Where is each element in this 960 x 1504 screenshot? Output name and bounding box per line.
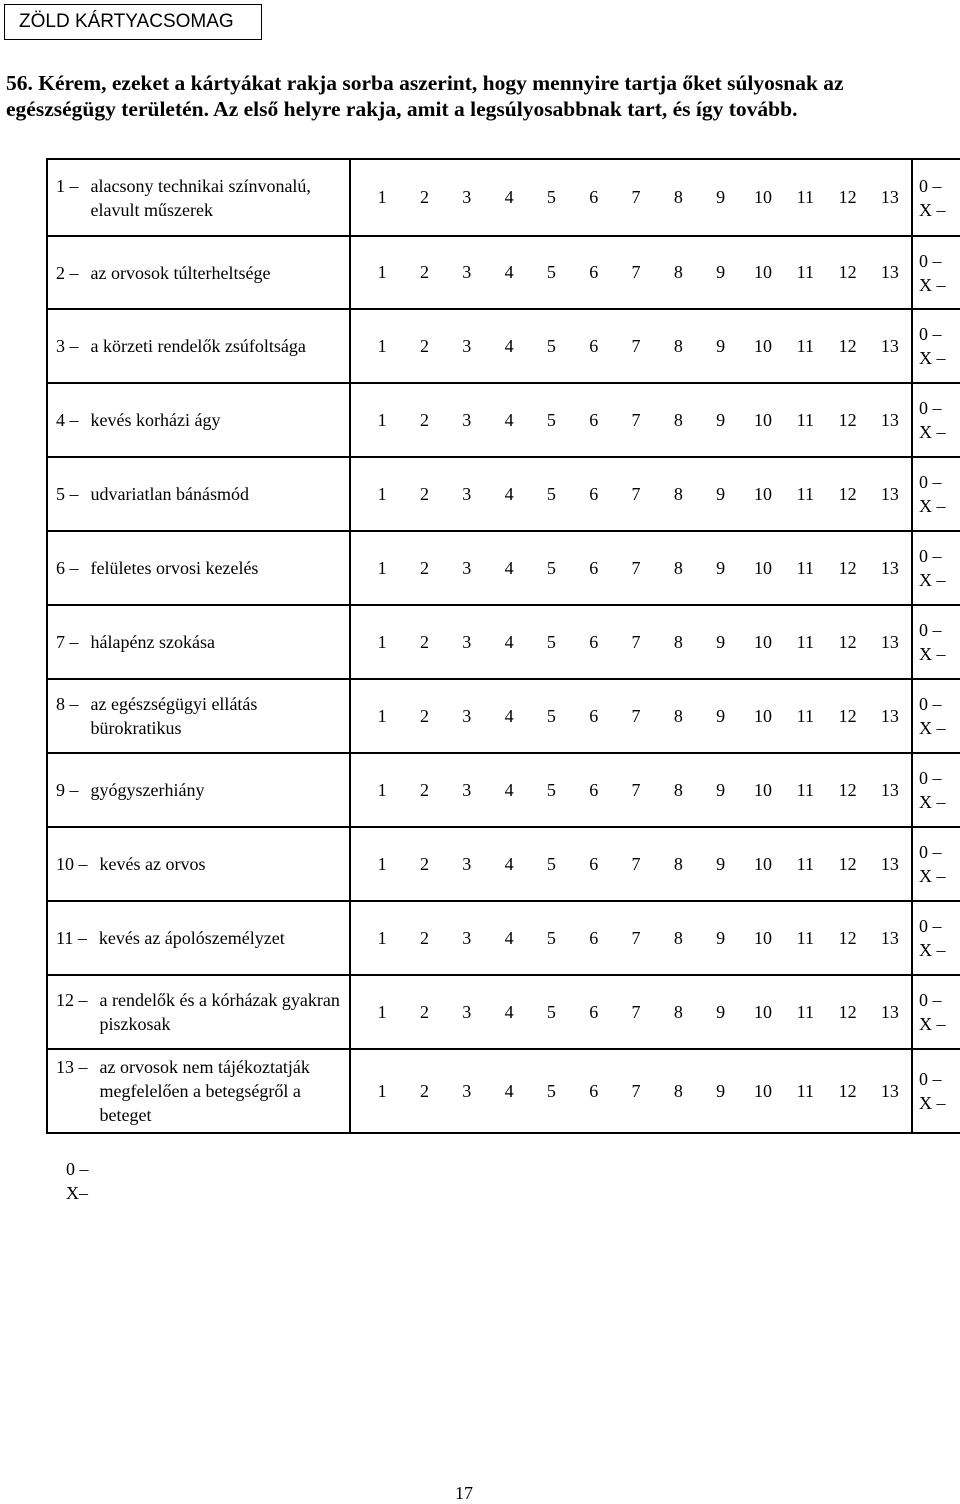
extra-options-cell [912,605,960,679]
card-item-cell [47,827,350,901]
rank-option[interactable]: 8 [673,1080,683,1101]
rank-option[interactable]: 4 [504,409,514,430]
rank-option[interactable]: 7 [631,705,641,726]
card-row [47,159,960,236]
card-text: az orvosok túlterheltsége [90,262,271,283]
rank-option[interactable]: 12 [838,187,857,207]
rank-option[interactable]: 6 [589,779,599,800]
extra-options-cell [912,531,960,605]
extra-options-cell [912,383,960,457]
rank-option[interactable]: 12 [838,557,857,578]
rank-option[interactable]: 12 [838,779,857,800]
rank-option[interactable]: 9 [716,1080,726,1101]
extra-options-cell [912,159,960,236]
rank-option[interactable]: 5 [546,853,556,874]
rank-option[interactable]: 9 [716,705,726,726]
rank-option[interactable]: 6 [589,705,599,726]
card-number: 9 – [56,780,79,800]
rank-option[interactable]: 2 [419,335,429,356]
rank-option[interactable]: 1 [377,483,387,504]
rank-option[interactable]: 5 [546,409,556,430]
rank-option[interactable]: 7 [631,853,641,874]
option-zero[interactable]: 0 – [919,842,942,862]
rank-option[interactable]: 11 [796,1001,814,1022]
ranking-table [46,158,960,1134]
rank-option[interactable]: 2 [419,631,429,652]
card-row [47,605,960,679]
card-item-cell [47,383,350,457]
card-item-cell [47,531,350,605]
rank-option[interactable]: 1 [377,779,387,800]
page-number: 17 [455,1483,473,1503]
rank-scale-cell [350,975,912,1049]
rank-option[interactable]: 6 [589,1001,599,1022]
rank-option[interactable]: 10 [753,335,772,356]
card-text: udvariatlan bánásmód [90,484,249,504]
rank-option[interactable]: 5 [546,1001,556,1022]
rank-option[interactable]: 2 [419,779,429,800]
extra-options-cell [912,901,960,975]
card-text: kevés korházi ágy [90,410,221,430]
rank-option[interactable]: 12 [838,705,857,726]
rank-option[interactable]: 6 [589,557,599,578]
card-text: az orvosok nem tájékoztatják megfelelően a betegségről a beteget [99,1057,310,1125]
rank-option[interactable]: 1 [377,335,387,356]
card-item-cell [47,309,350,383]
rank-option[interactable]: 7 [631,1001,641,1022]
rank-option[interactable]: 13 [880,1001,899,1022]
rank-scale-cell [350,679,912,753]
rank-option[interactable]: 13 [880,262,899,282]
card-text: kevés az orvos [99,854,206,874]
rank-scale-cell [350,159,912,236]
rank-scale-cell [350,901,912,975]
card-item-cell [47,605,350,679]
rank-scale-cell [350,531,912,605]
card-number: 6 – [56,558,79,578]
option-x[interactable]: X – [919,570,946,590]
rank-option[interactable]: 13 [880,853,899,874]
rank-option[interactable]: 11 [796,557,814,578]
rank-option[interactable]: 8 [673,779,683,800]
rank-option[interactable]: 12 [838,853,857,874]
rank-option[interactable]: 6 [589,409,599,430]
rank-option[interactable]: 3 [462,1080,472,1101]
rank-scale-cell [350,383,912,457]
card-item-cell [47,159,350,236]
rank-option[interactable]: 10 [753,927,772,948]
option-zero[interactable]: 0 – [919,398,942,418]
card-number: 3 – [56,336,79,356]
rank-option[interactable]: 13 [880,187,899,207]
card-text: a rendelők és a kórházak gyakran piszkosak [99,990,340,1034]
option-x[interactable]: X – [919,274,946,295]
rank-scale-cell [350,236,912,309]
rank-option[interactable]: 4 [504,335,514,356]
option-x[interactable]: X – [919,940,946,960]
card-row [47,309,960,383]
rank-option[interactable]: 5 [546,927,556,948]
rank-option[interactable]: 6 [589,1080,599,1101]
rank-option[interactable]: 5 [546,335,556,356]
rank-option[interactable]: 2 [419,705,429,726]
rank-option[interactable]: 3 [462,927,472,948]
rank-option[interactable]: 8 [673,705,683,726]
rank-option[interactable]: 2 [419,1080,429,1101]
rank-option[interactable]: 5 [546,1080,556,1101]
rank-option[interactable]: 9 [716,187,726,207]
rank-option[interactable]: 1 [377,409,387,430]
card-number: 4 – [56,410,79,430]
card-row [47,236,960,309]
option-x[interactable]: X – [919,1014,946,1034]
option-x[interactable]: X – [919,718,946,738]
rank-option[interactable]: 5 [546,187,556,207]
rank-option[interactable]: 12 [838,409,857,430]
rank-option[interactable]: 11 [796,262,814,282]
option-x[interactable]: X – [919,866,946,886]
card-row [47,383,960,457]
rank-option[interactable]: 1 [377,1001,387,1022]
rank-option[interactable]: 2 [419,483,429,504]
rank-option[interactable]: 12 [838,1001,857,1022]
rank-option[interactable]: 5 [546,705,556,726]
rank-option[interactable]: 3 [462,779,472,800]
rank-option[interactable]: 8 [673,483,683,504]
question-text: 56. Kérem, ezeket a kártyákat rakja sorba aszerint, hogy mennyire tartja őket súlyosnak az egészségügy területén. Az első helyre rakja, amit a legsúlyosabbnak tart, és így tovább. [6,71,844,121]
rank-option[interactable]: 1 [377,705,387,726]
rank-option[interactable]: 8 [673,1001,683,1022]
rank-option[interactable]: 11 [796,705,814,726]
option-zero[interactable]: 0 – [919,694,942,714]
option-x[interactable]: X – [919,199,946,220]
card-text: kevés az ápolószemélyzet [98,928,285,948]
rank-option[interactable]: 3 [462,631,472,652]
extra-options-cell [912,457,960,531]
rank-option[interactable]: 8 [673,853,683,874]
rank-option[interactable]: 8 [673,927,683,948]
option-zero[interactable]: 0 – [919,990,942,1010]
card-item-cell [47,236,350,309]
card-number: 5 – [56,484,79,504]
rank-option[interactable]: 3 [462,409,472,430]
rank-option[interactable]: 10 [753,1001,772,1022]
card-item-cell [47,679,350,753]
rank-option[interactable]: 4 [504,1001,514,1022]
rank-option[interactable]: 13 [880,1080,899,1101]
option-zero[interactable]: 0 – [919,546,942,566]
option-x[interactable]: X – [919,792,946,812]
rank-option[interactable]: 13 [880,779,899,800]
option-zero[interactable]: 0 – [919,916,942,936]
rank-option[interactable]: 2 [419,409,429,430]
rank-option[interactable]: 4 [504,853,514,874]
rank-option[interactable]: 11 [796,853,814,874]
rank-option[interactable]: 11 [796,409,814,430]
rank-option[interactable]: 1 [377,853,387,874]
card-row [47,679,960,753]
rank-option[interactable]: 12 [838,631,857,652]
extra-options-cell [912,679,960,753]
rank-option[interactable]: 1 [377,1080,387,1101]
rank-option[interactable]: 1 [377,187,387,207]
card-row [47,753,960,827]
rank-option[interactable]: 12 [838,335,857,356]
rank-option[interactable]: 5 [546,483,556,504]
rank-option[interactable]: 12 [838,1080,857,1101]
rank-option[interactable]: 6 [589,187,599,207]
card-number: 1 – [56,175,79,196]
rank-option[interactable]: 7 [631,483,641,504]
rank-option[interactable]: 9 [716,409,726,430]
rank-option[interactable]: 6 [589,927,599,948]
option-zero[interactable]: 0 – [919,1069,942,1089]
rank-option[interactable]: 13 [880,927,899,948]
card-pack-label: ZÖLD KÁRTYACSOMAG [4,4,262,40]
extra-options-cell [912,827,960,901]
rank-option[interactable]: 6 [589,262,599,282]
rank-option[interactable]: 4 [504,779,514,800]
card-row [47,1049,960,1133]
rank-option[interactable]: 9 [716,483,726,504]
legend-x: X– [66,1183,88,1203]
rank-option[interactable]: 4 [504,1080,514,1101]
rank-option[interactable]: 12 [838,927,857,948]
extra-options-cell [912,975,960,1049]
rank-option[interactable]: 7 [631,779,641,800]
rank-option[interactable]: 12 [838,483,857,504]
rank-option[interactable]: 4 [504,483,514,504]
card-number: 12 – [56,990,88,1010]
rank-option[interactable]: 2 [419,262,429,282]
card-row [47,975,960,1049]
card-item-cell [47,753,350,827]
rank-option[interactable]: 1 [377,631,387,652]
card-number: 13 – [56,1057,88,1077]
option-x[interactable]: X – [919,644,946,664]
rank-option[interactable]: 10 [753,1080,772,1101]
rank-option[interactable]: 8 [673,335,683,356]
card-text: az egészségügyi ellátás bürokratikus [90,694,258,738]
rank-option[interactable]: 3 [462,705,472,726]
rank-option[interactable]: 10 [753,409,772,430]
rank-option[interactable]: 11 [796,1080,814,1101]
rank-scale-cell [350,605,912,679]
card-number: 2 – [56,262,79,283]
extra-options-cell [912,236,960,309]
rank-option[interactable]: 4 [504,262,514,282]
option-zero[interactable]: 0 – [919,768,942,788]
card-item-cell [47,457,350,531]
rank-option[interactable]: 7 [631,927,641,948]
rank-option[interactable]: 3 [462,483,472,504]
legend [60,1157,89,1205]
card-item-cell [47,975,350,1049]
rank-option[interactable]: 5 [546,779,556,800]
rank-option[interactable]: 8 [673,557,683,578]
card-row [47,531,960,605]
rank-option[interactable]: 8 [673,631,683,652]
rank-option[interactable]: 8 [673,409,683,430]
rank-option[interactable]: 3 [462,1001,472,1022]
rank-option[interactable]: 9 [716,262,726,282]
rank-option[interactable]: 4 [504,705,514,726]
rank-option[interactable]: 2 [419,927,429,948]
card-number: 11 – [56,928,87,948]
rank-option[interactable]: 7 [631,557,641,578]
extra-options-cell [912,309,960,383]
rank-scale-cell [350,1049,912,1133]
rank-option[interactable]: 10 [753,779,772,800]
rank-option[interactable]: 4 [504,927,514,948]
rank-option[interactable]: 6 [589,853,599,874]
rank-option[interactable]: 10 [753,705,772,726]
rank-option[interactable]: 11 [796,779,814,800]
rank-option[interactable]: 11 [796,631,814,652]
option-x[interactable]: X – [919,348,946,368]
option-zero[interactable]: 0 – [919,250,942,271]
card-text: alacsony technikai színvonalú, elavult műszerek [90,175,311,220]
rank-option[interactable]: 2 [419,853,429,874]
card-item-cell [47,901,350,975]
rank-option[interactable]: 9 [716,1001,726,1022]
rank-option[interactable]: 2 [419,557,429,578]
rank-option[interactable]: 4 [504,631,514,652]
rank-option[interactable]: 9 [716,335,726,356]
rank-option[interactable]: 7 [631,631,641,652]
card-row [47,827,960,901]
option-zero[interactable]: 0 – [919,175,942,196]
card-text: a körzeti rendelők zsúfoltsága [90,336,306,356]
rank-option[interactable]: 9 [716,557,726,578]
rank-option[interactable]: 1 [377,557,387,578]
rank-option[interactable]: 5 [546,262,556,282]
card-text: gyógyszerhiány [90,780,205,800]
option-x[interactable]: X – [919,496,946,516]
rank-option[interactable]: 9 [716,927,726,948]
rank-option[interactable]: 3 [462,187,472,207]
rank-option[interactable]: 6 [589,631,599,652]
card-text: hálapénz szokása [90,632,215,652]
option-zero[interactable]: 0 – [919,620,942,640]
rank-option[interactable]: 6 [589,483,599,504]
rank-option[interactable]: 13 [880,335,899,356]
card-row [47,901,960,975]
rank-option[interactable]: 10 [753,631,772,652]
rank-option[interactable]: 8 [673,262,683,282]
card-item-cell [47,1049,350,1133]
rank-option[interactable]: 7 [631,1080,641,1101]
rank-option[interactable]: 13 [880,705,899,726]
option-zero[interactable]: 0 – [919,472,942,492]
rank-option[interactable]: 4 [504,187,514,207]
rank-option[interactable]: 1 [377,927,387,948]
rank-option[interactable]: 13 [880,557,899,578]
rank-option[interactable]: 3 [462,853,472,874]
rank-option[interactable]: 7 [631,187,641,207]
rank-option[interactable]: 12 [838,262,857,282]
rank-option[interactable]: 10 [753,187,772,207]
legend-zero: 0 – [66,1159,89,1179]
rank-scale-cell [350,457,912,531]
rank-scale-cell [350,827,912,901]
rank-option[interactable]: 8 [673,187,683,207]
rank-option[interactable]: 10 [753,853,772,874]
rank-option[interactable]: 13 [880,483,899,504]
rank-option[interactable]: 3 [462,335,472,356]
rank-option[interactable]: 9 [716,853,726,874]
card-number: 8 – [56,694,79,714]
rank-option[interactable]: 10 [753,483,772,504]
rank-option[interactable]: 7 [631,409,641,430]
rank-option[interactable]: 7 [631,262,641,282]
rank-option[interactable]: 3 [462,557,472,578]
rank-option[interactable]: 7 [631,335,641,356]
rank-option[interactable]: 6 [589,335,599,356]
rank-option[interactable]: 13 [880,631,899,652]
rank-option[interactable]: 11 [796,927,814,948]
rank-option[interactable]: 2 [419,187,429,207]
rank-option[interactable]: 9 [716,779,726,800]
rank-option[interactable]: 9 [716,631,726,652]
rank-option[interactable]: 1 [377,262,387,282]
rank-option[interactable]: 11 [796,483,814,504]
rank-option[interactable]: 11 [796,187,814,207]
card-text: felületes orvosi kezelés [90,558,259,578]
option-x[interactable]: X – [919,1093,946,1113]
rank-option[interactable]: 11 [796,335,814,356]
rank-scale-cell [350,309,912,383]
extra-options-cell [912,753,960,827]
card-number: 10 – [56,854,88,874]
rank-option[interactable]: 5 [546,631,556,652]
rank-option[interactable]: 5 [546,557,556,578]
card-row [47,457,960,531]
card-number: 7 – [56,632,79,652]
rank-option[interactable]: 10 [753,262,772,282]
rank-option[interactable]: 10 [753,557,772,578]
option-x[interactable]: X – [919,422,946,442]
option-zero[interactable]: 0 – [919,324,942,344]
rank-option[interactable]: 2 [419,1001,429,1022]
rank-scale-cell [350,753,912,827]
rank-option[interactable]: 13 [880,409,899,430]
rank-option[interactable]: 3 [462,262,472,282]
extra-options-cell [912,1049,960,1133]
rank-option[interactable]: 4 [504,557,514,578]
